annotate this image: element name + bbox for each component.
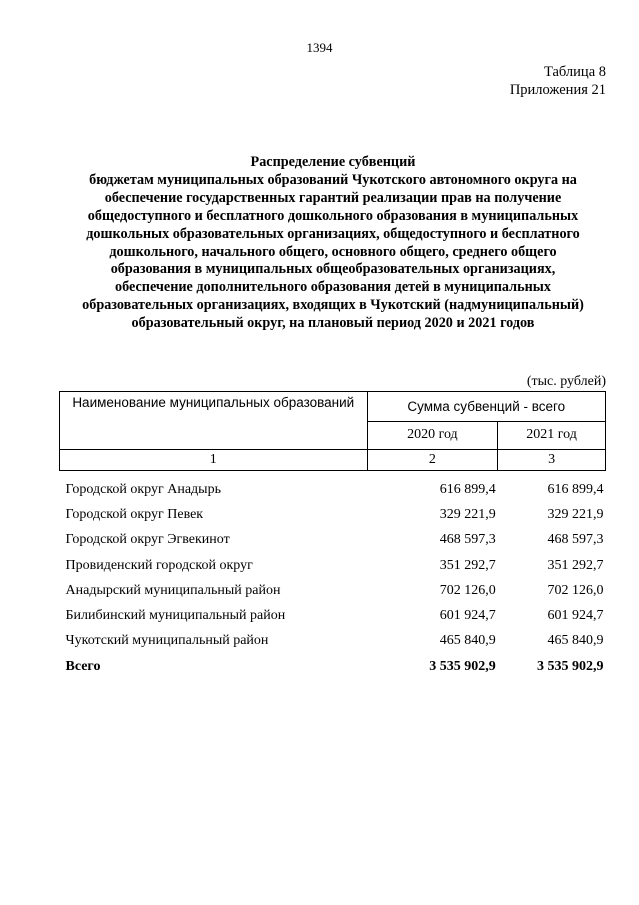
column-number-2: 2 [367,450,498,471]
title-line: Распределение субвенций [250,154,416,170]
value-2020: 702 126,0 [439,582,496,598]
title-line: образования в муниципальных общеобразовательных организациях, [110,261,556,278]
municipality-name: Анадырский муниципальный район [65,582,281,598]
document-title [50,154,616,333]
title-line: дошкольного, начального общего, основного общего, среднего общего [109,243,557,260]
title-line: обеспечение дополнительного образования детей в муниципальных [115,279,551,296]
table-row [60,553,606,578]
column-number-1: 1 [60,450,368,471]
table-row [60,477,606,502]
total-value-2021: 3 535 902,9 [537,658,604,674]
table-reference [510,63,606,99]
unit-label: (тыс. рублей) [526,374,606,389]
value-2020: 465 840,9 [439,633,496,649]
value-2020: 351 292,7 [439,557,496,573]
value-2021: 329 221,9 [547,506,604,522]
value-2021: 465 840,9 [547,633,604,649]
value-2021: 351 292,7 [547,557,604,573]
value-2020: 329 221,9 [439,506,496,522]
subvention-table [59,391,606,679]
municipality-name: Провиденский городской округ [65,557,253,573]
title-line: образовательных организациях, входящих в Чукотский (надмуниципальный) [82,297,584,314]
value-2020: 601 924,7 [439,608,496,624]
table-reference-line-1: Таблица 8 [543,64,606,80]
header-year-2020: 2020 год [367,421,498,449]
header-municipality-name: Наименование муниципальных образований [60,392,368,450]
title-line: дошкольных образовательных организациях, общедоступного и бесплатного [86,225,580,242]
municipality-name: Городской округ Певек [65,506,204,522]
value-2021: 616 899,4 [547,481,604,497]
municipality-name: Чукотский муниципальный район [65,633,269,649]
page-number: 1394 [306,40,333,55]
total-row [60,654,606,679]
column-number-3: 3 [498,450,606,471]
title-line: образовательный округ, на плановый период 2020 и 2021 годов [131,315,535,332]
value-2020: 468 597,3 [439,532,496,548]
value-2021: 601 924,7 [547,608,604,624]
value-2020: 616 899,4 [439,481,496,497]
total-label: Всего [65,658,101,674]
table-reference-line-2: Приложения 21 [509,82,606,98]
value-2021: 702 126,0 [547,582,604,598]
table-row [60,578,606,603]
title-line: обеспечение государственных гарантий реализации прав на получение [104,189,562,206]
table-row [60,629,606,654]
table-row [60,528,606,553]
value-2021: 468 597,3 [547,532,604,548]
table-row [60,603,606,628]
title-line: бюджетам муниципальных образований Чукотского автономного округа на [89,171,577,188]
header-subvention-total: Сумма субвенций - всего [367,392,605,422]
municipality-name: Билибинский муниципальный район [65,608,286,624]
table-row [60,502,606,527]
header-year-2021: 2021 год [498,421,606,449]
municipality-name: Городской округ Эгвекинот [65,532,230,548]
title-line: общедоступного и бесплатного дошкольного образования в муниципальных [87,207,579,224]
municipality-name: Городской округ Анадырь [65,481,221,497]
total-value-2020: 3 535 902,9 [429,658,496,674]
